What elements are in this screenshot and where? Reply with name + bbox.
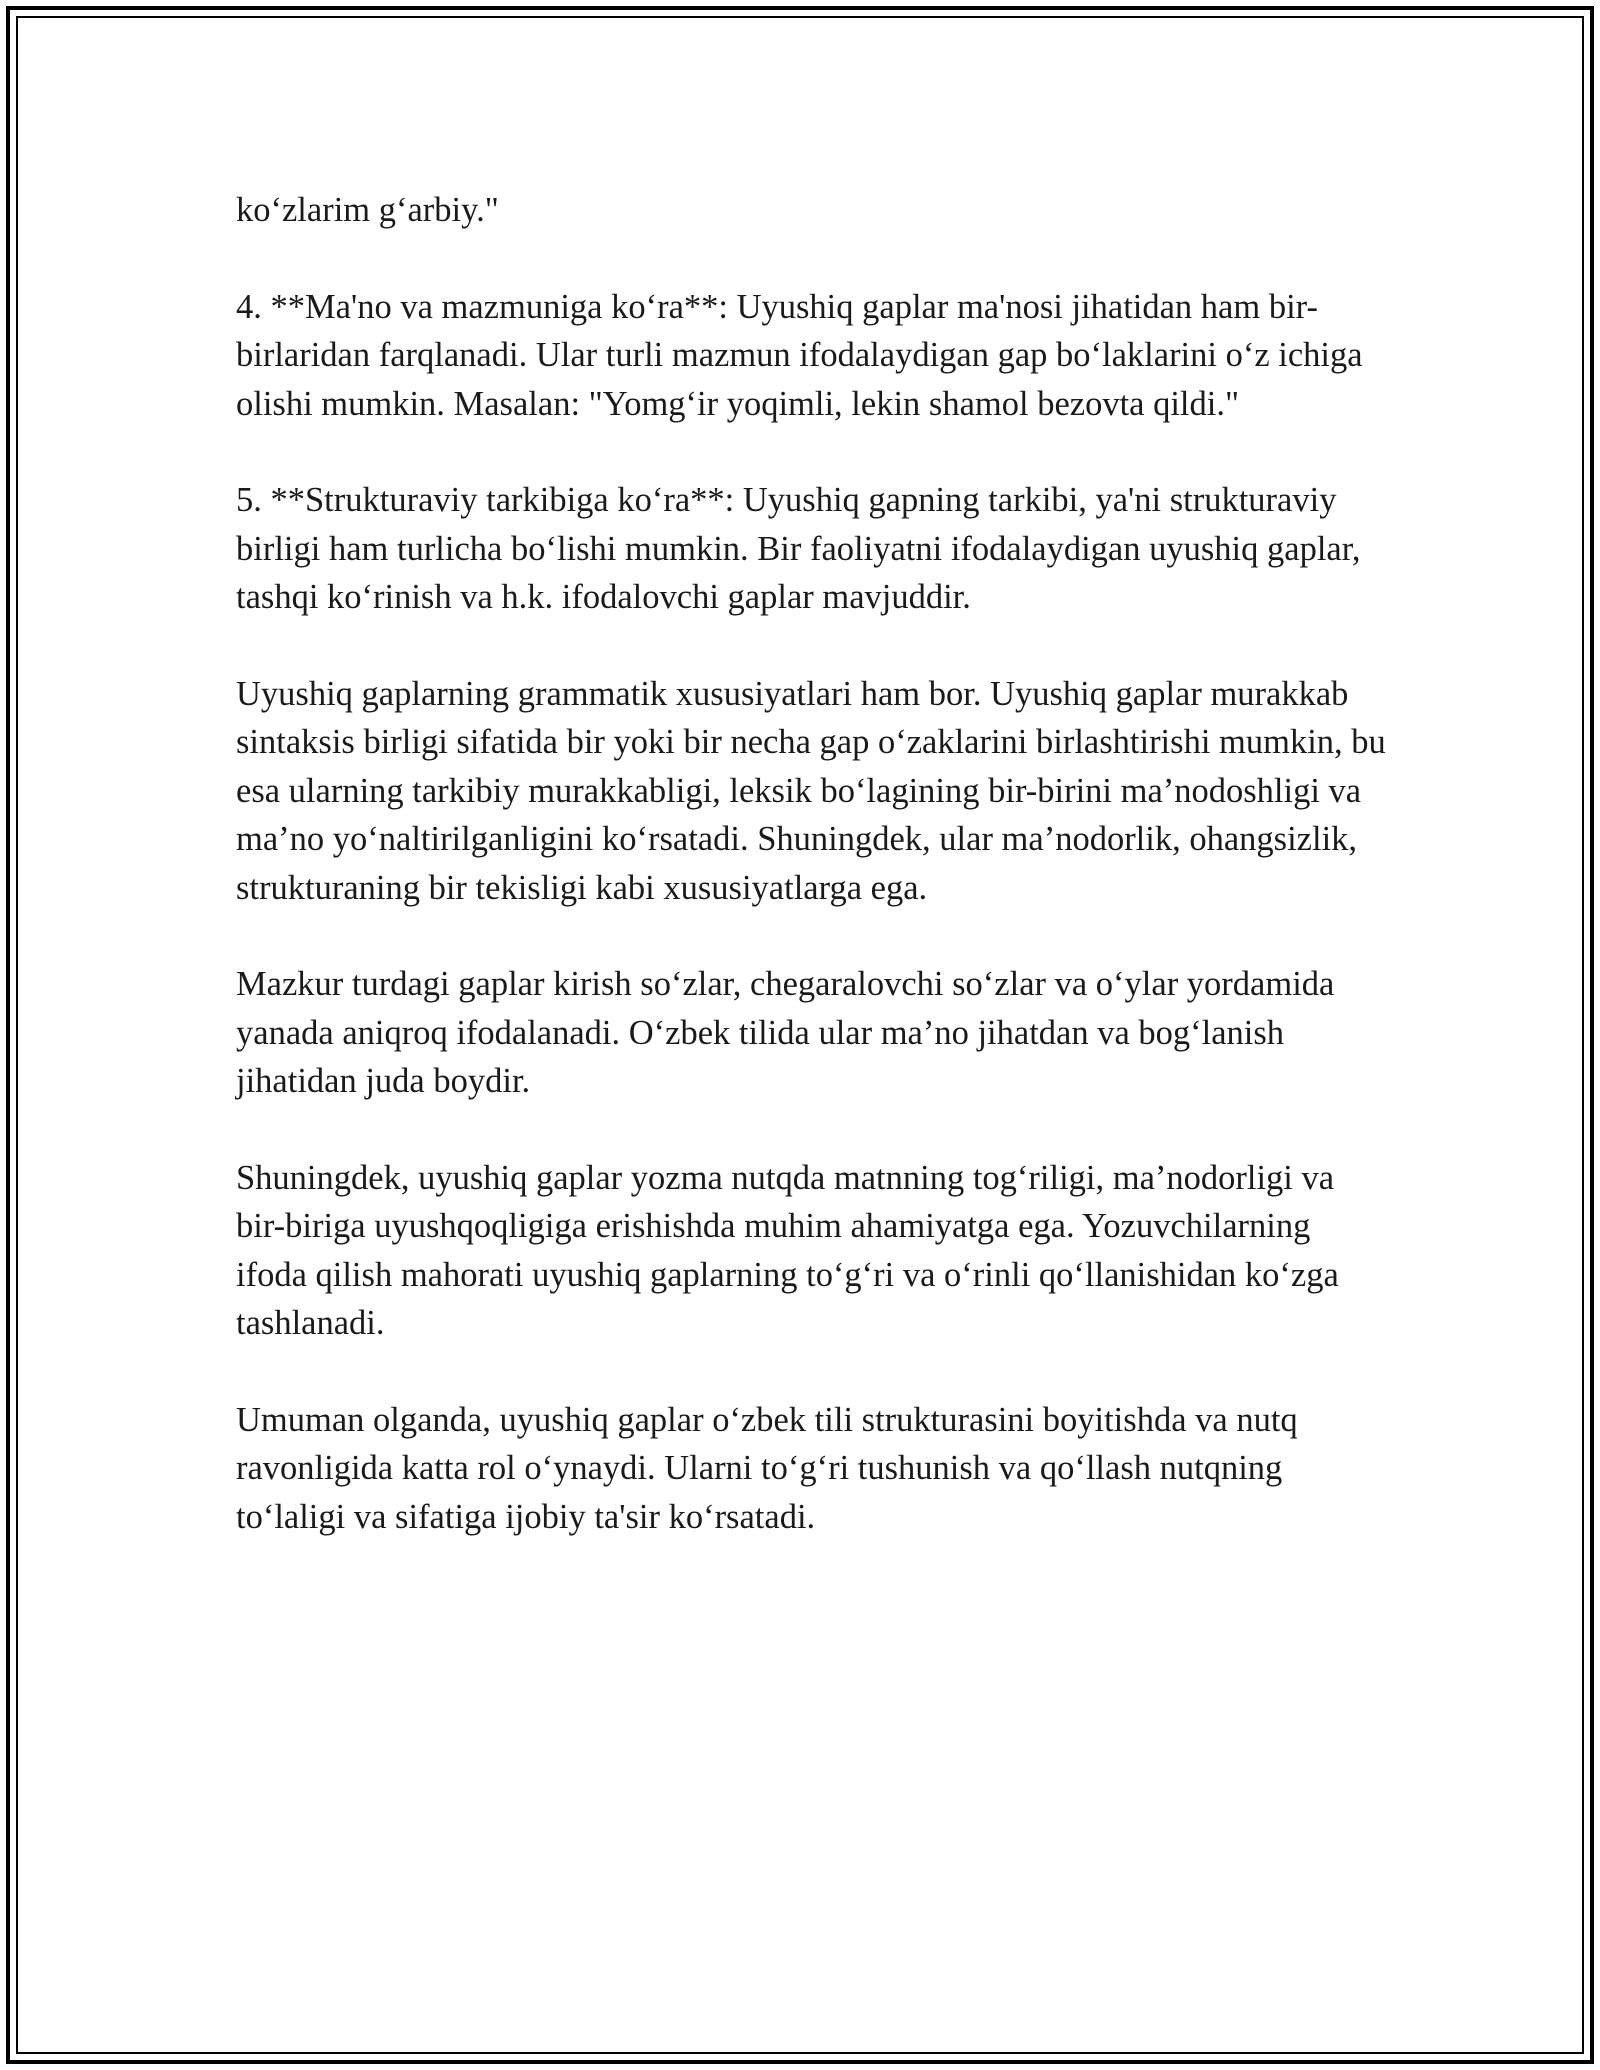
paragraph-written-speech: Shuningdek, uyushiq gaplar yozma nutqda matnning tog‘riligi, ma’nodorligi va bir-biriga uyushqoqligiga erishishda muhim ahamiyatga ega. Yozuvchilarning ifoda qilish mahorati uyushiq gaplarning to‘g‘ri va o‘rinli qo‘llanishidan ko‘zga tashlanadi.	[236, 1159, 1339, 1343]
paragraph-conclusion: Umuman olganda, uyushiq gaplar o‘zbek tili strukturasini boyitishda va nutq ravonligida katta rol o‘ynaydi. Ularni to‘g‘ri tushunish va qo‘llash nutqning to‘laligi va sifatiga ijobiy ta'sir ko‘rsatadi.	[236, 1401, 1298, 1536]
paragraph-introductory-words: Mazkur turdagi gaplar kirish so‘zlar, chegaralovchi so‘zlar va o‘ylar yordamida yanada aniqroq ifodalanadi. O‘zbek tilida ular ma’no jihatdan va bog‘lanish jihatidan juda boydir.	[236, 965, 1335, 1101]
paragraph-item-4: 4. **Ma'no va mazmuniga ko‘ra**: Uyushiq gaplar ma'nosi jihatidan ham bir-birlaridan farqlanadi. Ular turli mazmun ifodalaydigan gap bo‘laklarini o‘z ichiga olishi mumkin. Masalan: "Yomg‘ir yoqimli, lekin shamol bezovta qildi."	[236, 287, 1363, 423]
paragraph-continuation: ko‘zlarim g‘arbiy."	[236, 191, 499, 229]
document-body	[236, 186, 1386, 1590]
paragraph-grammatical-features: Uyushiq gaplarning grammatik xususiyatlari ham bor. Uyushiq gaplar murakkab sintaksis birligi sifatida bir yoki bir necha gap o‘zaklarini birlashtirishi mumkin, bu esa ularning tarkibiy murakkabligi, leksik bo‘lagining bir-birini ma’nodoshligi va ma’no yo‘naltirilganligini ko‘rsatadi. Shuningdek, ular ma’nodorlik, ohangsizlik, strukturaning bir tekisligi kabi xususiyatlarga ega.	[236, 675, 1386, 907]
paragraph-item-5: 5. **Strukturaviy tarkibiga ko‘ra**: Uyushiq gapning tarkibi, ya'ni strukturaviy birligi ham turlicha bo‘lishi mumkin. Bir faoliyatni ifodalaydigan uyushiq gaplar, tashqi ko‘rinish va h.k. ifodalovchi gaplar mavjuddir.	[236, 481, 1361, 617]
